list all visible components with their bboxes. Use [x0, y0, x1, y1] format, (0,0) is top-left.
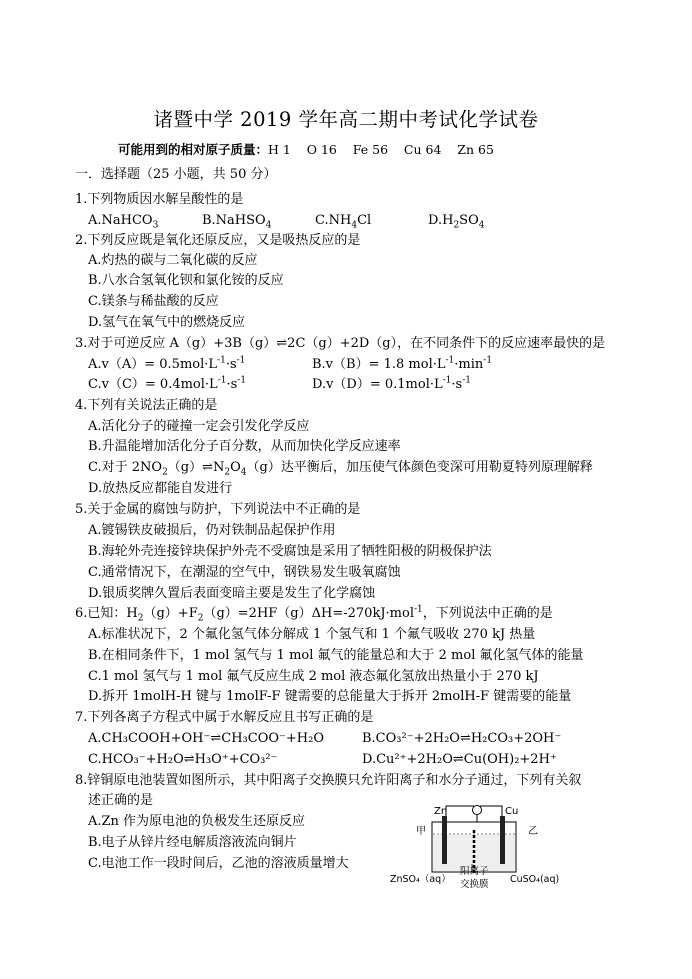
- q2-option-a: A.灼热的碳与二氧化碳的反应: [88, 253, 258, 268]
- q1-stem: 1.下列物质因水解呈酸性的是: [75, 192, 244, 207]
- q7-option-a: A.CH₃COOH+OH⁻⇌CH₃COO⁻+H₂O: [88, 731, 324, 746]
- q8-option-c: C.电池工作一段时间后，乙池的溶液质量增大: [88, 856, 349, 871]
- zn-label: Zn: [434, 806, 448, 817]
- q7-option-b: B.CO₃²⁻+2H₂O⇌H₂CO₃+2OH⁻: [362, 731, 562, 746]
- galvanic-cell-diagram: [388, 800, 560, 894]
- q2-option-c: C.镁条与稀盐酸的反应: [88, 294, 219, 309]
- jia-label: 甲: [416, 826, 426, 837]
- q8-stem-line1: 8.锌铜原电池装置如图所示，其中阳离子交换膜只允许阳离子和水分子通过，下列有关叙: [75, 773, 582, 788]
- atomic-masses: [118, 140, 494, 158]
- q3-option-c: $C.v(C)= 0.4mol\cdot L^{-1}\cdot s^{-1}$: [88, 375, 247, 392]
- q1-option-b: B.NaHSO$_4$: [202, 213, 272, 231]
- q6-option-c: C.1 mol 氢气与 1 mol 氟气反应生成 2 mol 液态氟化氢放出热量小于 270 kJ: [88, 669, 539, 684]
- q4-option-d: D.放热反应都能自发进行: [88, 481, 233, 496]
- membrane-label-2: 交换膜: [460, 879, 489, 890]
- q5-option-d: D.银质奖牌久置后表面变暗主要是发生了化学腐蚀: [88, 586, 376, 601]
- atomic-masses-values: H 1 O 16 Fe 56 Cu 64 Zn 65: [268, 142, 494, 157]
- section-heading: 一．选择题（25 小题，共 50 分）: [75, 167, 277, 182]
- q4-option-a: A.活化分子的碰撞一定会引发化学反应: [88, 419, 310, 434]
- wire-left: [446, 806, 474, 822]
- cu-label: Cu: [505, 806, 519, 817]
- q1-option-c: $C.NH_4Cl$: [315, 213, 372, 231]
- wire-right: [480, 806, 502, 822]
- q8-stem-line2: 述正确的是: [88, 793, 154, 808]
- q5-option-a: A.镀锡铁皮破损后，仍对铁制品起保护作用: [88, 523, 336, 538]
- q1-option-d: $D.H_2SO_4$: [428, 213, 485, 231]
- q2-stem: 2.下列反应既是氧化还原反应，又是吸热反应的是: [75, 233, 361, 248]
- q8-option-b: B.电子从锌片经电解质溶液流向铜片: [88, 835, 297, 850]
- q1-option-a: A.NaHCO$_3$: [88, 213, 159, 231]
- exam-title: 诸暨中学 2019 学年高二期中考试化学试卷: [153, 108, 539, 131]
- q3-stem: 3.对于可逆反应 A（g）+3B（g）⇌2C（g）+2D（g），在不同条件下的反应速率最快的是: [75, 336, 606, 351]
- q6-stem: 6.已知：$H_2(g)+F_2(g)=2HF(g)\Delta H=-270kJ\cdot mol^{-1}$，下列说法中正确的是: [75, 604, 553, 624]
- q6-option-d: D.拆开 1molH-H 键与 1molF-F 键需要的总能量大于拆开 2molH-F 键需要的能量: [88, 689, 572, 704]
- q6-option-b: B.在相同条件下，1 mol 氢气与 1 mol 氟气的能量总和大于 2 mol 氟化氢气体的能量: [88, 648, 584, 663]
- cu-electrode: [500, 816, 505, 864]
- q2-option-b: B.八水合氢氧化钡和氯化铵的反应: [88, 273, 284, 288]
- q3-option-b: B.v（B）= 1.8 $mol\cdot L^{-1}\cdot\min^{-1}$: [312, 355, 493, 372]
- yi-label: 乙: [528, 826, 538, 837]
- q4-stem: 4.下列有关说法正确的是: [75, 398, 218, 413]
- q5-option-c: C.通常情况下，在潮湿的空气中，钢铁易发生吸氧腐蚀: [88, 565, 401, 580]
- q7-option-d: D.Cu²⁺+2H₂O⇌Cu(OH)₂+2H⁺: [362, 752, 557, 767]
- q7-stem: 7.下列各离子方程式中属于水解反应且书写正确的是: [75, 710, 374, 725]
- q5-option-b: B.海轮外壳连接锌块保护外壳不受腐蚀是采用了牺牲阳极的阴极保护法: [88, 544, 492, 559]
- q6-option-a: A.标准状况下，2 个氟化氢气体分解成 1 个氢气和 1 个氟气吸收 270 kJ 热量: [88, 627, 536, 642]
- left-solution-label: ZnSO₄（aq）: [390, 874, 451, 885]
- q4-option-b: B.升温能增加活化分子百分数，从而加快化学反应速率: [88, 439, 401, 454]
- q3-option-d: $D.v(D)= 0.1mol\cdot L^{-1}\cdot s^{-1}$: [312, 375, 472, 392]
- right-solution-label: CuSO₄(aq): [510, 874, 560, 885]
- bulb-icon: [473, 806, 482, 815]
- q4-option-c: C.对于 $2NO_2(g)\rightleftharpoons N_2O_4(g)$达平衡后，加压使气体颜色变深可用勒夏特列原理解释: [88, 460, 593, 478]
- atomic-masses-label: 可能用到的相对原子质量：: [118, 142, 269, 157]
- q7-option-c: C.HCO₃⁻+H₂O⇌H₃O⁺+CO₃²⁻: [88, 752, 278, 767]
- q5-stem: 5.关于金属的腐蚀与防护，下列说法中不正确的是: [75, 502, 361, 517]
- membrane-label-1: 阳离子: [460, 866, 489, 877]
- zn-electrode: [442, 816, 447, 864]
- q3-option-a: $A.v(A)= 0.5mol\cdot L^{-1}\cdot s^{-1}$: [88, 355, 246, 372]
- q2-option-d: D.氢气在氧气中的燃烧反应: [88, 315, 246, 330]
- q8-option-a: A.Zn 作为原电池的负极发生还原反应: [88, 814, 306, 829]
